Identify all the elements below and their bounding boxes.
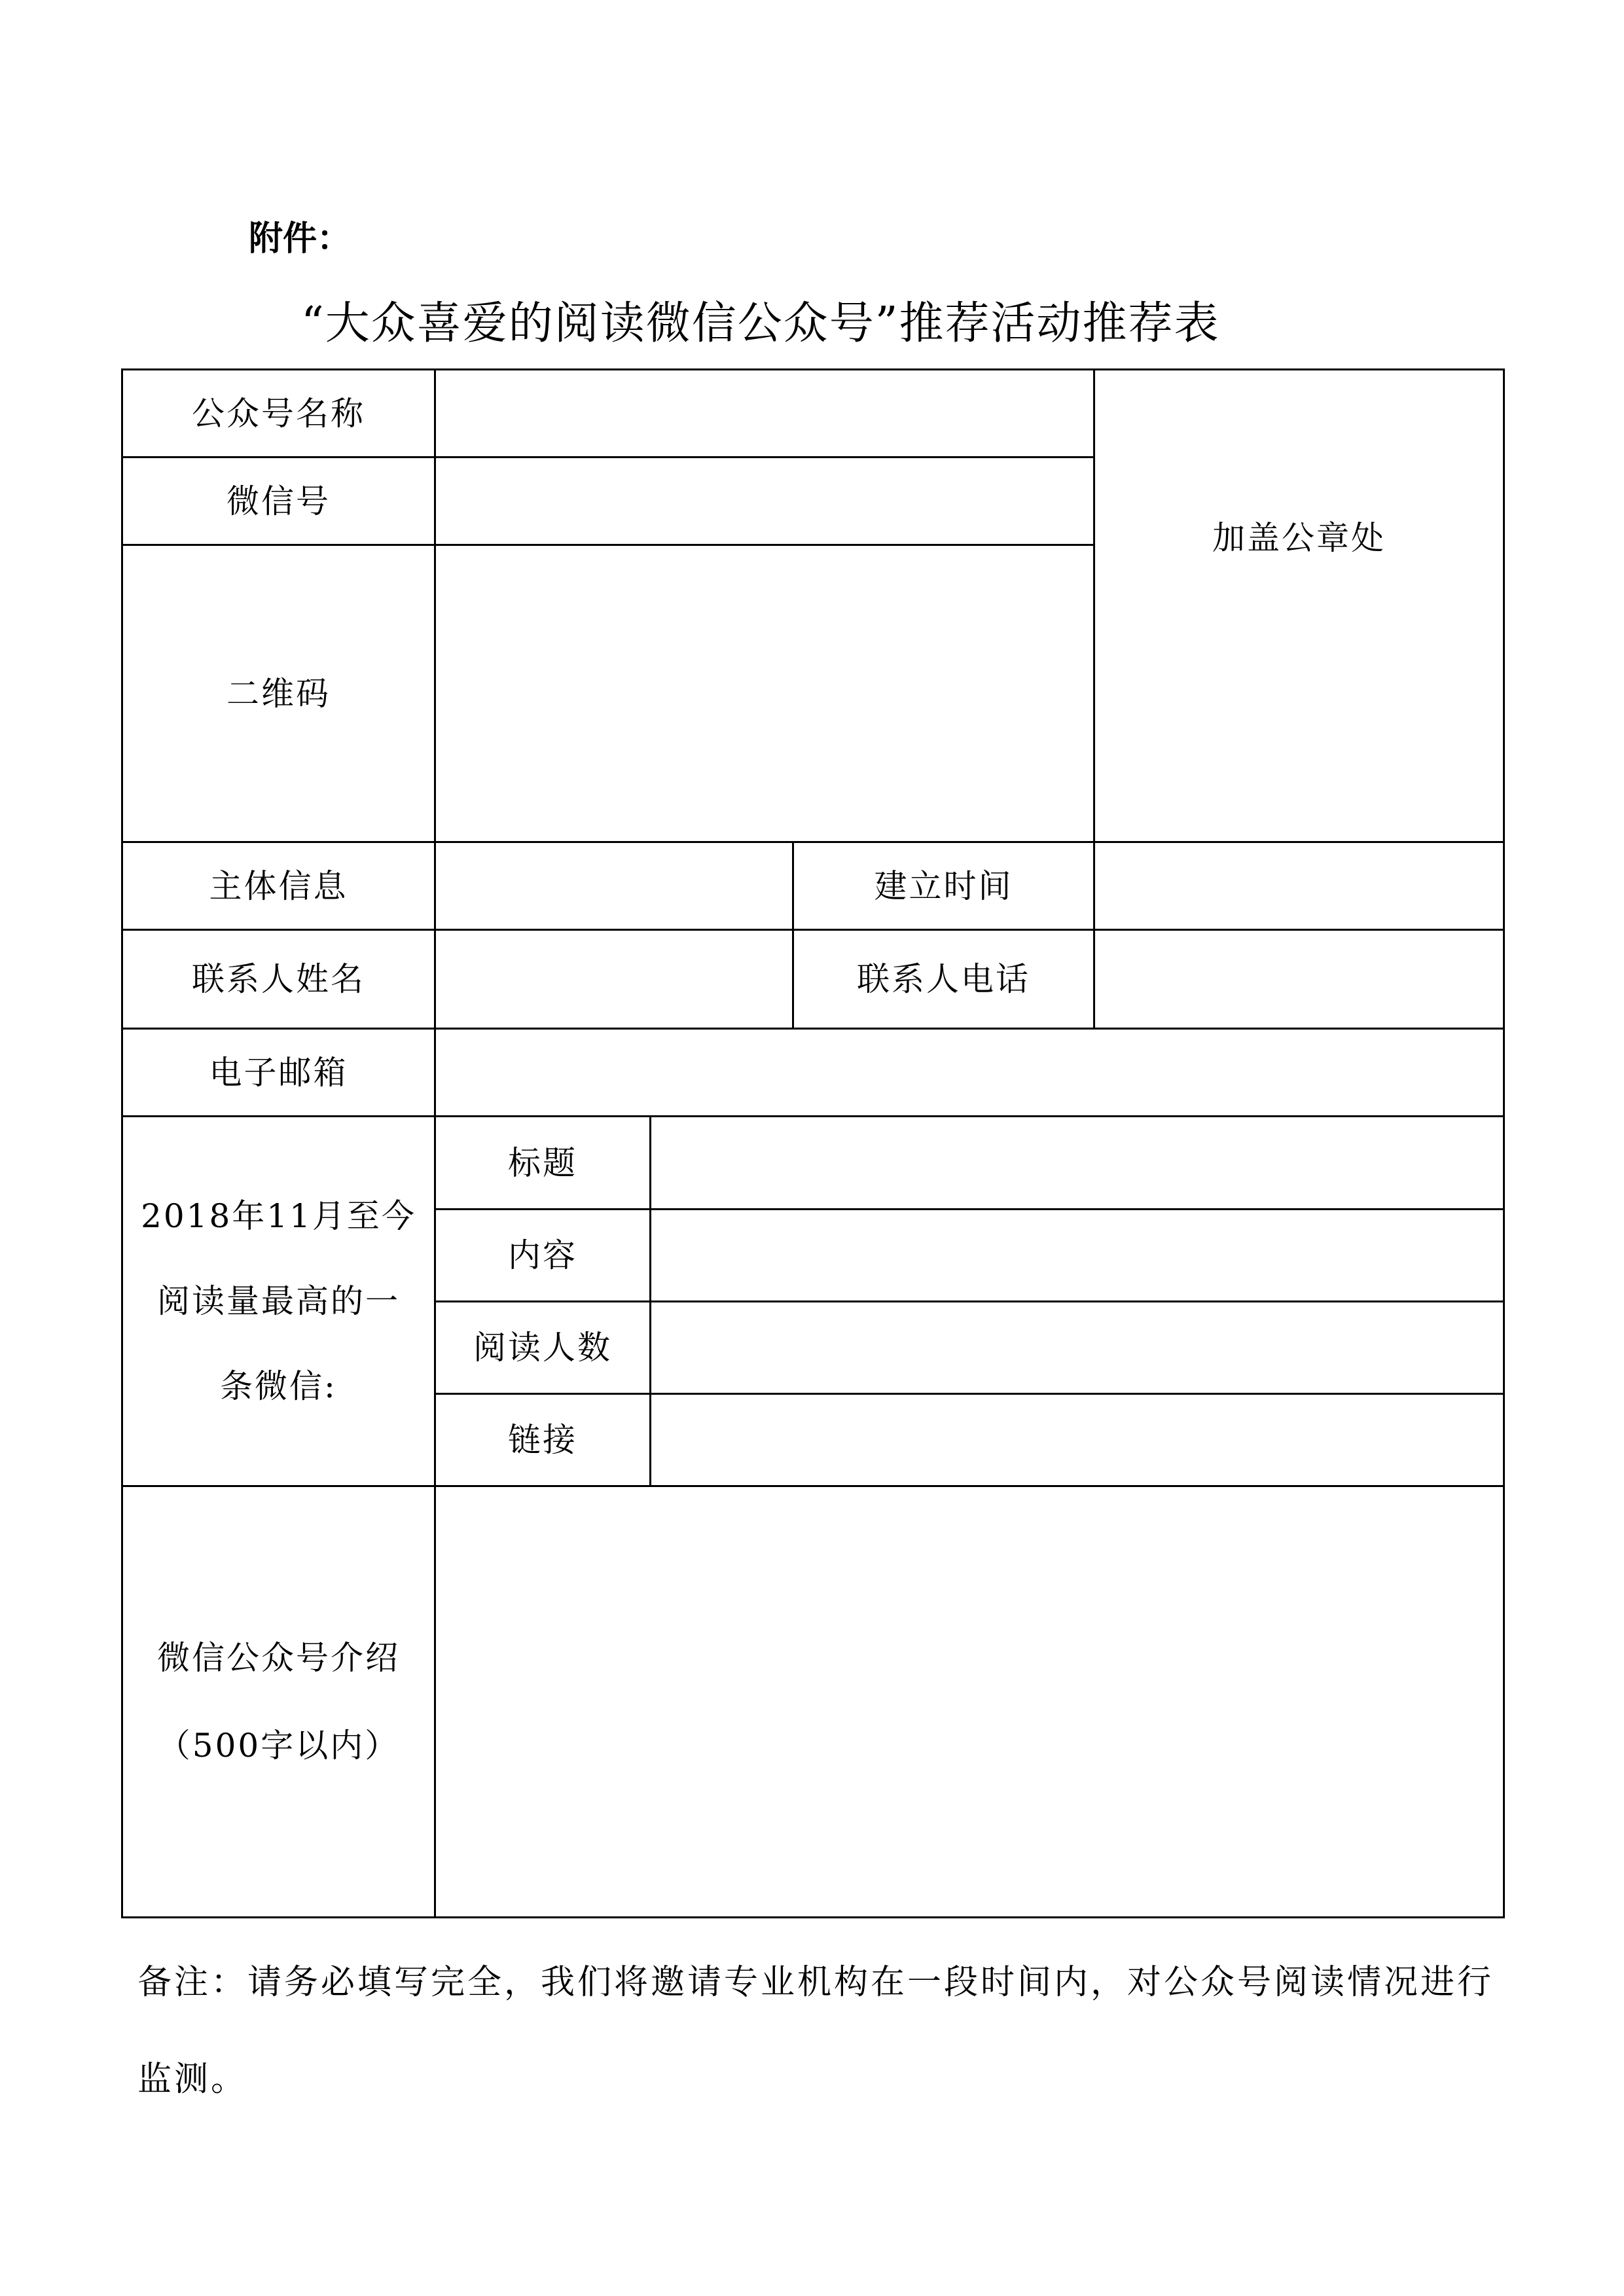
qr-code-field[interactable]	[436, 546, 1093, 841]
post-readers-label: 阅读人数	[473, 1329, 612, 1367]
account-name-label: 公众号名称	[192, 394, 365, 433]
entity-info-label: 主体信息	[209, 867, 348, 905]
wechat-id-field[interactable]	[436, 458, 1093, 544]
post-content-label: 内容	[508, 1236, 577, 1274]
footer-note: 备注：请务必填写完全，我们将邀请专业机构在一段时间内，对公众号阅读情况进行监测。	[137, 1963, 1494, 2099]
contact-name-field[interactable]	[436, 931, 792, 1028]
wechat-id-label: 微信号	[226, 482, 331, 520]
post-content-field[interactable]	[651, 1210, 1503, 1300]
intro-field[interactable]	[436, 1487, 1503, 1916]
post-link-field[interactable]	[651, 1395, 1503, 1485]
post-title-field[interactable]	[651, 1117, 1503, 1208]
table-border-bottom	[121, 1916, 1505, 1918]
seal-area-label: 加盖公章处	[1212, 518, 1386, 557]
founded-date-label: 建立时间	[874, 867, 1013, 905]
email-label: 电子邮箱	[209, 1053, 348, 1092]
entity-info-field[interactable]	[436, 843, 792, 929]
post-title-label: 标题	[508, 1143, 577, 1182]
qr-code-label: 二维码	[226, 674, 331, 713]
contact-phone-field[interactable]	[1095, 931, 1503, 1028]
form-title: “大众喜爱的阅读微信公众号”推荐活动推荐表	[301, 298, 1220, 350]
post-link-label: 链接	[508, 1421, 577, 1459]
contact-name-label: 联系人姓名	[192, 960, 365, 998]
table-border-right	[1503, 368, 1505, 1918]
attachment-label: 附件：	[249, 219, 352, 259]
intro-label: 微信公众号介绍 （500字以内）	[157, 1639, 400, 1765]
top-post-label: 2018年11月至今 阅读量最高的一 条微信:	[141, 1197, 416, 1405]
account-name-field[interactable]	[436, 370, 1093, 456]
email-field[interactable]	[436, 1030, 1503, 1115]
contact-phone-label: 联系人电话	[857, 960, 1030, 998]
post-readers-field[interactable]	[651, 1302, 1503, 1393]
founded-date-field[interactable]	[1095, 843, 1503, 929]
